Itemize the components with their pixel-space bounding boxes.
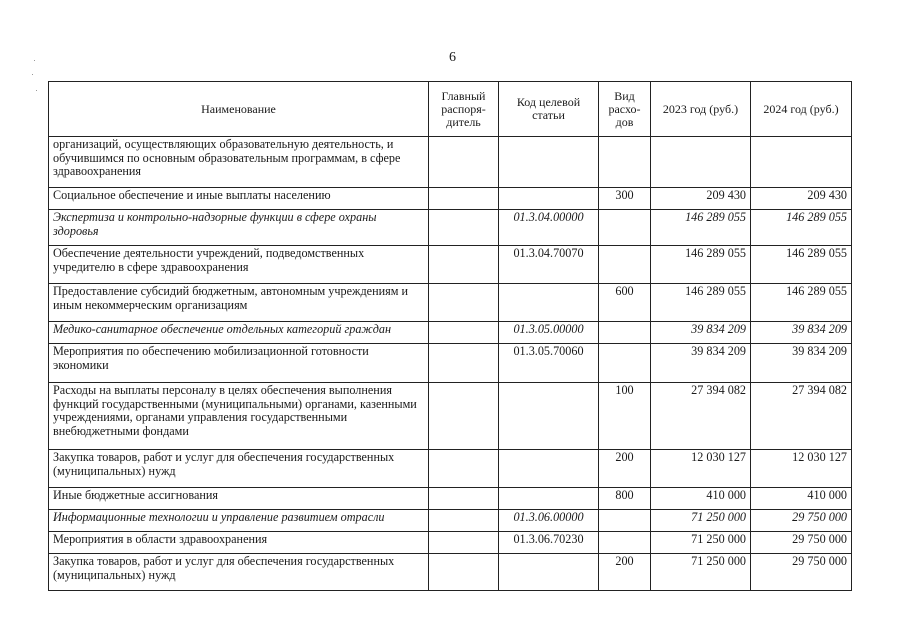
row-type — [599, 246, 651, 284]
row-code — [499, 284, 599, 322]
row-type: 100 — [599, 383, 651, 450]
table-row — [49, 450, 852, 488]
row-code — [499, 137, 599, 188]
table-row — [49, 322, 852, 344]
row-name: Информационные технологии и управление развитием отрасли — [49, 510, 429, 532]
row-manager — [429, 510, 499, 532]
row-type: 600 — [599, 284, 651, 322]
row-manager — [429, 488, 499, 510]
header-2023: 2023 год (руб.) — [651, 82, 751, 137]
row-code: 01.3.06.00000 — [499, 510, 599, 532]
row-type — [599, 137, 651, 188]
row-manager — [429, 137, 499, 188]
row-code — [499, 188, 599, 210]
row-type: 200 — [599, 554, 651, 591]
row-2023: 71 250 000 — [651, 554, 751, 591]
row-type: 800 — [599, 488, 651, 510]
row-2024: 146 289 055 — [751, 246, 852, 284]
row-type: 300 — [599, 188, 651, 210]
row-manager — [429, 246, 499, 284]
row-manager — [429, 344, 499, 383]
row-name: Предоставление субсидий бюджетным, автономным учреждениям и иным некоммерческим организациям — [49, 284, 429, 322]
table-row — [49, 210, 852, 246]
table-row — [49, 532, 852, 554]
row-2024 — [751, 137, 852, 188]
budget-table — [48, 81, 852, 591]
row-2023: 410 000 — [651, 488, 751, 510]
row-manager — [429, 322, 499, 344]
row-type — [599, 532, 651, 554]
row-2024: 27 394 082 — [751, 383, 852, 450]
row-2024: 29 750 000 — [751, 510, 852, 532]
row-name: организаций, осуществляющих образовательную деятельность, и обучившимся по основным образовательным программам, в сфере здравоохранения — [49, 137, 429, 188]
row-2024: 209 430 — [751, 188, 852, 210]
header-code: Код целевой статьи — [499, 82, 599, 137]
row-2023: 146 289 055 — [651, 210, 751, 246]
row-name: Мероприятия в области здравоохранения — [49, 532, 429, 554]
table-row — [49, 188, 852, 210]
row-name: Экспертиза и контрольно-надзорные функции в сфере охраны здоровья — [49, 210, 429, 246]
row-2023: 71 250 000 — [651, 532, 751, 554]
row-manager — [429, 284, 499, 322]
table-row — [49, 488, 852, 510]
row-2023 — [651, 137, 751, 188]
row-2023: 209 430 — [651, 188, 751, 210]
row-2024: 39 834 209 — [751, 322, 852, 344]
row-code: 01.3.04.00000 — [499, 210, 599, 246]
header-row — [49, 82, 852, 137]
row-name: Закупка товаров, работ и услуг для обеспечения государственных (муниципальных) нужд — [49, 554, 429, 591]
row-2024: 12 030 127 — [751, 450, 852, 488]
scan-specks — [30, 60, 40, 100]
row-name: Закупка товаров, работ и услуг для обеспечения государственных (муниципальных) нужд — [49, 450, 429, 488]
header-2024: 2024 год (руб.) — [751, 82, 852, 137]
row-code: 01.3.06.70230 — [499, 532, 599, 554]
row-2024: 146 289 055 — [751, 284, 852, 322]
table-row — [49, 554, 852, 591]
table-row — [49, 246, 852, 284]
row-2024: 39 834 209 — [751, 344, 852, 383]
row-manager — [429, 188, 499, 210]
table-row — [49, 510, 852, 532]
row-2024: 410 000 — [751, 488, 852, 510]
page-number: 6 — [449, 50, 456, 65]
row-2023: 71 250 000 — [651, 510, 751, 532]
row-type — [599, 210, 651, 246]
row-2023: 39 834 209 — [651, 344, 751, 383]
table-row — [49, 383, 852, 450]
row-code — [499, 488, 599, 510]
row-type — [599, 322, 651, 344]
row-name: Обеспечение деятельности учреждений, подведомственных учредителю в сфере здравоохранения — [49, 246, 429, 284]
header-type: Вид расхо-дов — [599, 82, 651, 137]
table-row — [49, 137, 852, 188]
row-name: Мероприятия по обеспечению мобилизационной готовности экономики — [49, 344, 429, 383]
row-name: Социальное обеспечение и иные выплаты населению — [49, 188, 429, 210]
row-code: 01.3.05.70060 — [499, 344, 599, 383]
row-manager — [429, 210, 499, 246]
table-row — [49, 284, 852, 322]
row-manager — [429, 450, 499, 488]
row-code — [499, 450, 599, 488]
row-2024: 29 750 000 — [751, 532, 852, 554]
row-name: Медико-санитарное обеспечение отдельных категорий граждан — [49, 322, 429, 344]
table-row — [49, 344, 852, 383]
row-code — [499, 554, 599, 591]
row-2023: 27 394 082 — [651, 383, 751, 450]
row-2024: 146 289 055 — [751, 210, 852, 246]
row-2023: 146 289 055 — [651, 284, 751, 322]
row-2023: 146 289 055 — [651, 246, 751, 284]
row-2024: 29 750 000 — [751, 554, 852, 591]
row-manager — [429, 532, 499, 554]
row-manager — [429, 554, 499, 591]
row-type — [599, 344, 651, 383]
header-manager: Главный распоря-дитель — [429, 82, 499, 137]
row-2023: 12 030 127 — [651, 450, 751, 488]
header-name: Наименование — [49, 82, 429, 137]
row-type: 200 — [599, 450, 651, 488]
row-code — [499, 383, 599, 450]
row-2023: 39 834 209 — [651, 322, 751, 344]
row-type — [599, 510, 651, 532]
row-manager — [429, 383, 499, 450]
row-name: Иные бюджетные ассигнования — [49, 488, 429, 510]
row-name: Расходы на выплаты персоналу в целях обеспечения выполнения функций государственными (муниципальными) органами, казенными учреждениями, органами управления государственными внебюджетными фондами — [49, 383, 429, 450]
row-code: 01.3.05.00000 — [499, 322, 599, 344]
row-code: 01.3.04.70070 — [499, 246, 599, 284]
